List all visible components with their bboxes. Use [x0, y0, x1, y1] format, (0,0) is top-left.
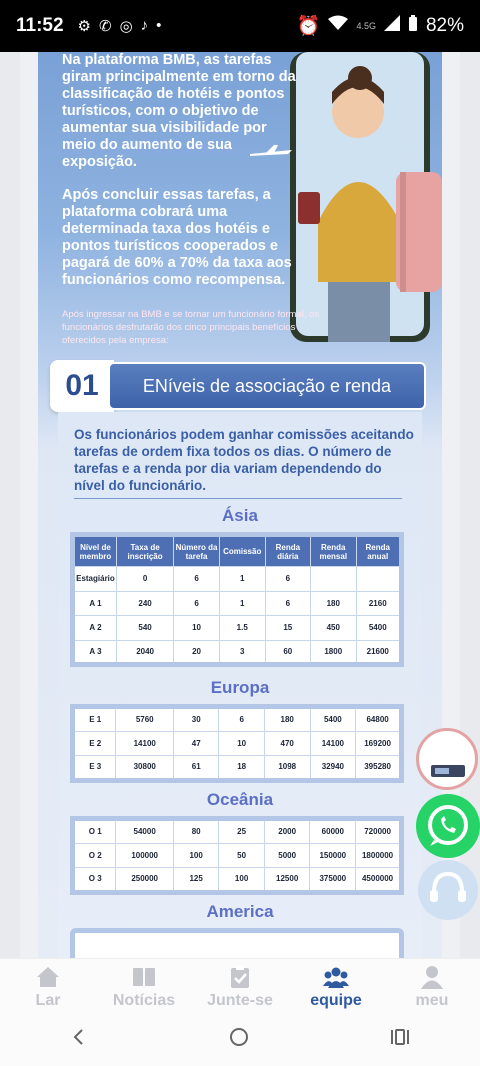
table-cell: 47 [173, 731, 218, 756]
table-header: Nível de membro [73, 535, 117, 567]
table-cell: 32940 [310, 756, 356, 781]
team-icon [323, 964, 349, 990]
table-cell: 1 [219, 567, 265, 592]
table-cell: 540 [116, 616, 173, 641]
section-header [50, 360, 428, 412]
table-row [73, 591, 402, 616]
home-button[interactable] [228, 1026, 250, 1054]
table-cell: 18 [219, 756, 264, 781]
table-cell: O 3 [73, 868, 116, 893]
table-cell: 2040 [116, 640, 173, 665]
table-row [73, 731, 402, 756]
table-cell: 50 [219, 843, 264, 868]
benefits-note: Após ingressar na BMB e se tornar um funcionário formal, os funcionários desfrutarão dos cinco principais benefícios oferecidos pela empresa: [62, 309, 320, 346]
signal-icon [384, 15, 400, 37]
table-cell: 12500 [264, 868, 310, 893]
recents-icon [389, 1027, 411, 1047]
clipboard-icon [227, 964, 253, 990]
table-row [73, 756, 402, 781]
table-cell: A 3 [73, 640, 117, 665]
table-cell: 1 [219, 591, 265, 616]
video-thumbnail-icon [419, 731, 475, 787]
whatsapp-icon [416, 794, 480, 858]
table-header: Renda mensal [311, 535, 356, 567]
table-cell: 450 [311, 616, 356, 641]
table-cell: 1800 [311, 640, 356, 665]
table-cell: E 2 [73, 731, 116, 756]
tab-label: equipe [310, 991, 362, 1009]
video-float-button[interactable] [416, 728, 478, 790]
table-cell: 6 [219, 707, 264, 732]
table-cell: 180 [264, 707, 310, 732]
table-cell: 2160 [356, 591, 402, 616]
wifi-icon [328, 15, 348, 37]
region-title-oceania: Oceânia [206, 790, 274, 809]
table-cell: E 3 [73, 756, 116, 781]
tab-label: meu [415, 991, 449, 1009]
table-cell: 60000 [310, 819, 356, 844]
tab-label: Notícias [112, 991, 176, 1009]
america-table [70, 928, 404, 958]
tab-home[interactable] [0, 959, 96, 1014]
page-content[interactable] [0, 52, 480, 958]
asia-table [70, 532, 404, 667]
tab-team[interactable] [288, 959, 384, 1014]
whatsapp-float-button[interactable] [416, 794, 480, 858]
headset-icon [418, 860, 478, 920]
user-icon [419, 964, 445, 990]
instagram-notif-icon: ◎ [119, 18, 133, 35]
income-levels-card [58, 412, 422, 958]
table-cell: 30 [173, 707, 218, 732]
table-cell: 375000 [310, 868, 356, 893]
news-icon [131, 964, 157, 990]
home-circle-icon [228, 1026, 250, 1048]
section-number: 01 [50, 360, 114, 412]
table-cell: 5400 [356, 616, 402, 641]
table-header: Número da tarefa [174, 535, 220, 567]
promo-poster [38, 52, 442, 958]
table-cell: 4500000 [356, 868, 402, 893]
battery-level: 82% [425, 15, 464, 36]
table-cell: 0 [116, 567, 173, 592]
alarm-icon: ⏰ [296, 16, 321, 37]
table-row [73, 567, 402, 592]
more-dot-icon: • [156, 17, 162, 34]
table-cell [311, 567, 356, 592]
intro-paragraph-1: Na plataforma BMB, as tarefas giram principalmente em torno da classificação de hotéis e pontos turísticos, com o objetivo de aumentar sua visibilidade por meio do aumento de sua exposição. [62, 52, 296, 170]
divider [74, 498, 402, 499]
table-cell [356, 567, 402, 592]
table-cell: 5000 [264, 843, 310, 868]
table-cell: 10 [219, 731, 264, 756]
traveler-woman-image [288, 52, 442, 352]
table-header: Comissão [219, 535, 265, 567]
settings-notif-icon: ⚙ [77, 18, 91, 35]
table-cell: 395280 [356, 756, 402, 781]
table-cell: 100 [219, 868, 264, 893]
table-cell: 150000 [310, 843, 356, 868]
table-header: Taxa de inscrição [116, 535, 173, 567]
table-cell: 10 [174, 616, 220, 641]
table-cell: 61 [173, 756, 218, 781]
tab-news[interactable] [96, 959, 192, 1014]
support-float-button[interactable] [418, 860, 478, 920]
bottom-tab-bar [0, 958, 480, 1014]
network-type: 4.5G [356, 21, 376, 31]
table-cell: 1098 [264, 756, 310, 781]
table-header-row [73, 535, 402, 567]
tab-me[interactable] [384, 959, 480, 1014]
home-icon [35, 964, 61, 990]
table-cell: 21600 [356, 640, 402, 665]
table-cell: 80 [173, 819, 218, 844]
intro-paragraph-2: Após concluir essas tarefas, a plataforma cobrará uma determinada taxa dos hotéis e pontos turísticos cooperados e pagará de 60% a 70% da taxa aos funcionários como recompensa. [62, 187, 292, 288]
notification-icons [78, 17, 162, 35]
table-cell: 3 [219, 640, 265, 665]
table-cell: 470 [264, 731, 310, 756]
table-cell: 14100 [116, 731, 174, 756]
back-button[interactable] [69, 1027, 89, 1053]
europe-table [70, 704, 404, 783]
table-cell: 20 [174, 640, 220, 665]
table-cell: E 1 [73, 707, 116, 732]
region-title-asia: Ásia [222, 506, 258, 525]
table-cell: 6 [265, 591, 310, 616]
table-cell: 125 [173, 868, 218, 893]
table-cell: 25 [219, 819, 264, 844]
table-cell: 54000 [116, 819, 173, 844]
region-title-america: America [206, 902, 274, 921]
table-cell: 5400 [310, 707, 356, 732]
oceania-table [70, 816, 404, 895]
table-cell: 64800 [356, 707, 402, 732]
table-row [73, 616, 402, 641]
table-cell: A 2 [73, 616, 117, 641]
section-title: ENíveis de associação e renda [108, 362, 426, 410]
whatsapp-notif-icon: ✆ [99, 18, 112, 35]
table-cell: 720000 [356, 819, 402, 844]
table-row [73, 819, 402, 844]
tiktok-notif-icon: ♪ [140, 17, 149, 34]
table-cell: 240 [116, 591, 173, 616]
left-gutter [0, 52, 20, 958]
recents-button[interactable] [389, 1027, 411, 1053]
table-cell: Estagiário [73, 567, 117, 592]
table-cell: O 2 [73, 843, 116, 868]
table-cell: 5760 [116, 707, 174, 732]
table-cell: 1.5 [219, 616, 265, 641]
table-cell: 100 [173, 843, 218, 868]
table-cell: A 1 [73, 591, 117, 616]
table-cell: 2000 [264, 819, 310, 844]
table-row [73, 868, 402, 893]
tab-join[interactable] [192, 959, 288, 1014]
status-bar [0, 0, 480, 52]
table-cell: 1800000 [356, 843, 402, 868]
levels-description: Os funcionários podem ganhar comissões aceitando tarefas de ordem fixa todos os dias. O número de tarefas e a renda por dia variam dependendo do nível do funcionário. [74, 427, 414, 493]
table-cell: 30800 [116, 756, 174, 781]
table-header: Renda diária [265, 535, 310, 567]
table-row [73, 707, 402, 732]
region-title-europe: Europa [210, 678, 270, 697]
table-cell: 60 [265, 640, 310, 665]
table-cell: 169200 [356, 731, 402, 756]
table-cell: 6 [265, 567, 310, 592]
table-cell: O 1 [73, 819, 116, 844]
table-cell: 14100 [310, 731, 356, 756]
table-cell: 250000 [116, 868, 173, 893]
status-time: 11:52 [16, 15, 64, 36]
intro-text [62, 52, 302, 305]
table-header: Renda anual [356, 535, 402, 567]
table-cell: 100000 [116, 843, 173, 868]
battery-icon [408, 15, 418, 37]
table-cell: 180 [311, 591, 356, 616]
table-cell: 6 [174, 591, 220, 616]
table-row [73, 843, 402, 868]
back-chevron-icon [69, 1027, 89, 1047]
tab-label: Junte-se [207, 991, 273, 1009]
table-cell: 15 [265, 616, 310, 641]
table-cell: 6 [174, 567, 220, 592]
table-row [73, 640, 402, 665]
tab-label: Lar [35, 991, 61, 1009]
system-nav-bar [0, 1014, 480, 1066]
